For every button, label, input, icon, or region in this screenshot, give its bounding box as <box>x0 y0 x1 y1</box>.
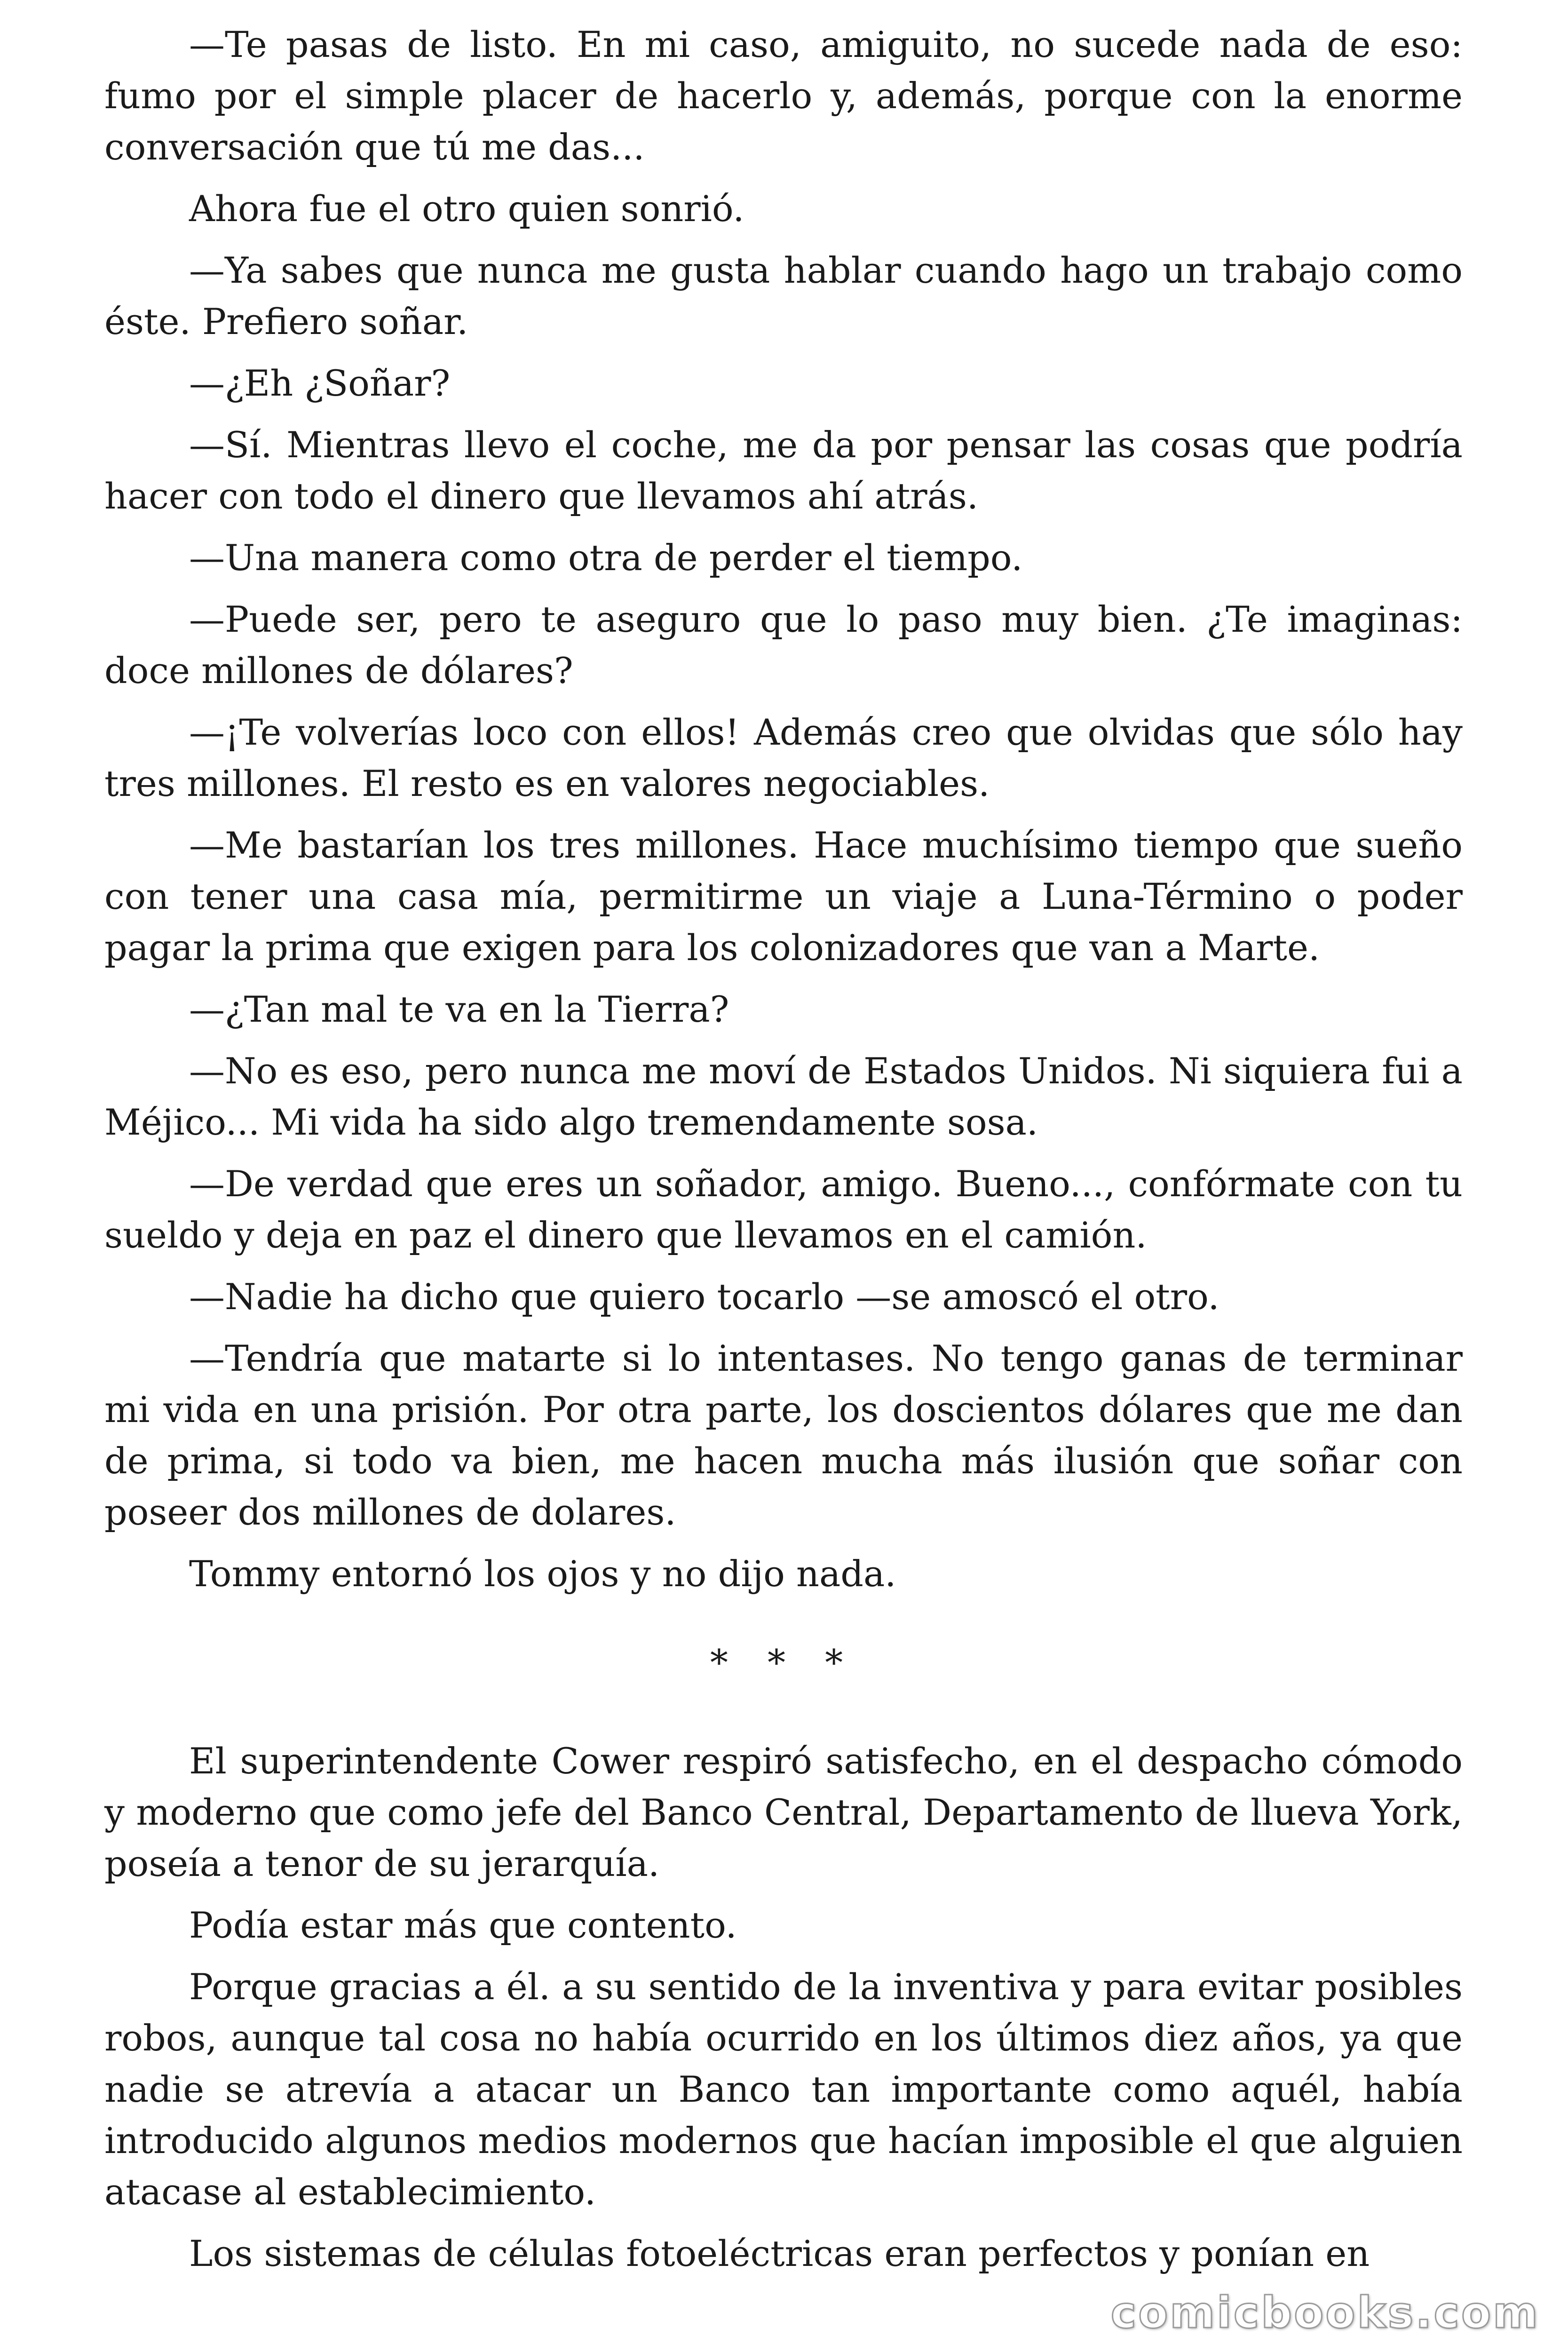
paragraph: —Tendría que matarte si lo intentases. No tengo ganas de terminar mi vida en una prisión. Por otra parte, los doscientos dólares que me dan de prima, si todo va bien, me hacen mucha más ilusión que soñar con poseer dos millones de dolares. <box>104 1337 1463 1533</box>
paragraph: —Sí. Mientras llevo el coche, me da por pensar las cosas que podría hacer con todo el dinero que llevamos ahí atrás. <box>104 424 1463 517</box>
book-page <box>104 19 1463 2289</box>
paragraph: Ahora fue el otro quien sonrió. <box>189 188 744 230</box>
paragraph: Porque gracias a él. a su sentido de la inventiva y para evitar posibles robos, aunque tal cosa no había ocurrido en los últimos diez años, ya que nadie se atrevía a atacar un Banco tan importante como aquél, había introducido algunos medios modernos que hacían imposible el que alguien atacase al establecimiento. <box>104 1966 1463 2213</box>
paragraph: —Nadie ha dicho que quiero tocarlo —se amoscó el otro. <box>189 1276 1220 1318</box>
paragraph: —Me bastarían los tres millones. Hace muchísimo tiempo que sueño con tener una casa mía, permitirme un viaje a Luna-Término o poder pagar la prima que exigen para los colonizadores que van a Marte. <box>104 824 1463 969</box>
paragraph: —Puede ser, pero te aseguro que lo paso muy bien. ¿Te imaginas: doce millones de dólares? <box>104 598 1463 691</box>
paragraph: El superintendente Cower respiró satisfecho, en el despacho cómodo y moderno que como jefe del Banco Central, Departamento de llueva York, poseía a tenor de su jerarquía. <box>104 1740 1463 1884</box>
paragraph: —¡Te volverías loco con ellos! Además creo que olvidas que sólo hay tres millones. El resto es en valores negociables. <box>104 711 1463 804</box>
paragraph: Tommy entornó los ojos y no dijo nada. <box>189 1553 896 1595</box>
paragraph: —No es eso, pero nunca me moví de Estados Unidos. Ni siquiera fui a Méjico... Mi vida ha sido algo tremendamente sosa. <box>104 1050 1463 1143</box>
paragraph: —¿Eh ¿Soñar? <box>189 362 451 404</box>
paragraph: —Te pasas de listo. En mi caso, amiguito, no sucede nada de eso: fumo por el simple placer de hacerlo y, además, porque con la enorme conversación que tú me das... <box>104 24 1463 168</box>
section-separator: * * * <box>710 1642 857 1684</box>
paragraph: —De verdad que eres un soñador, amigo. Bueno..., confórmate con tu sueldo y deja en paz el dinero que llevamos en el camión. <box>104 1163 1463 1256</box>
paragraph: —Ya sabes que nunca me gusta hablar cuando hago un trabajo como éste. Prefiero soñar. <box>104 249 1463 342</box>
paragraph: —¿Tan mal te va en la Tierra? <box>189 988 729 1030</box>
paragraph: Los sistemas de células fotoeléctricas eran perfectos y ponían en <box>189 2233 1370 2274</box>
paragraph: —Una manera como otra de perder el tiempo. <box>189 537 1023 579</box>
paragraph: Podía estar más que contento. <box>189 1904 737 1946</box>
site-watermark: comicbooks.com <box>1110 2288 1540 2338</box>
